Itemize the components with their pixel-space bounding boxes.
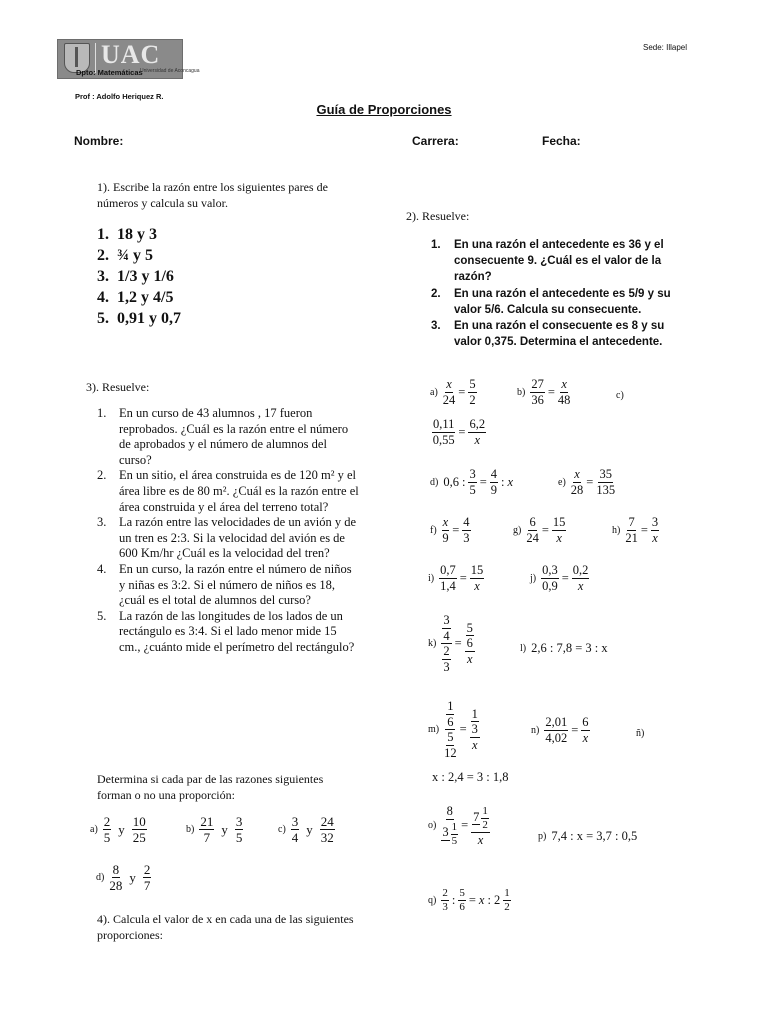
q2-prompt: 2). Resuelve: [406,209,470,223]
exercise-n: n) $\frac{2,01}{4,02}$ = $\frac{6}{x}$ [531,715,589,745]
q3-list [97,406,359,656]
exercise-o: o) 8 3 1 5 = 7 1 2 x [428,804,488,847]
exercise-i: i) $\frac{0,7}{1,4}$ = $\frac{15}{x}$ [428,563,484,593]
q3-prompt: 3). Resuelve: [86,380,150,394]
q1-prompt: 1). Escribe la razón entre los siguientes pares de números y calcula su valor. [97,180,328,210]
fecha-label: Fecha: [542,134,581,148]
exercise-enie-label: ñ) [636,728,645,739]
list-item: 3. 1/3 y 1/6 [97,268,174,285]
determina-a: a) 2 5 y 10 25 [90,814,146,845]
exercise-c: $\frac{0,11}{0,55}$ = $\frac{6,2}{x}$ [432,417,486,447]
list-item: 5. 0,91 y 0,7 [97,310,181,327]
list-item: 5. La razón de las longitudes de los lados de un rectángulo es 3:4. Si el lado menor mide 15 cm., ¿cuánto mide el perímetro del rectángulo? [97,608,355,654]
list-item: 1. En un curso de 43 alumnos , 17 fueron reprobados. ¿Cuál es la razón entre el número de aprobados y el número de alumnos del curso? [97,406,349,467]
page-title: Guía de Proporciones [316,102,452,117]
exercise-j: j) $\frac{0,3}{0,9}$ = $\frac{0,2}{x}$ [530,563,589,593]
list-item: 2. En un sitio, el área construida es de 120 m² y el área libre es de 80 m². ¿Cuál es la razón entre el área construida y el área del terreno total? [97,468,359,514]
nombre-label: Nombre: [74,134,124,148]
exercise-g: g) $\frac{6}{24}$ = $\frac{15}{x}$ [513,515,566,545]
q2-list [431,237,693,350]
determina-prompt: Determina si cada par de las razones siguientes forman o no una proporción: [97,772,324,802]
exercise-b: b) $\frac{27}{36}$ = $\frac{x}{48}$ [517,377,571,407]
exercise-e: e) $\frac{x}{28}$ = $\frac{35}{135}$ [558,467,616,497]
list-item: 4. 1,2 y 4/5 [97,289,174,306]
professor: Prof : Adolfo Heriquez R. [75,92,164,101]
carrera-label: Carrera: [412,134,459,148]
q4-prompt: 4). Calcula el valor de x en cada una de las siguientes proporciones: [97,912,354,942]
exercise-q: q) 2 3 : $\frac{5}{6}$ = x : 2 1 2 [428,887,510,913]
exercise-l: l) 2,6 : 7,8 = 3 : x [520,641,608,655]
sede: Sede: Illapel [643,43,688,52]
logo-text: UAC [101,40,161,69]
q1-list [97,226,181,331]
determina-d: d) 8 28 y 2 7 [96,862,151,893]
list-item: 2. En una razón el antecedente es 5/9 y su valor 5/6. Calcula su consecuente. [431,287,671,316]
list-item: 2. ¾ y 5 [97,247,153,264]
exercise-a: a) $\frac{x}{24}$ = $\frac{5}{2}$ [430,377,476,407]
list-item: 3. En una razón el consecuente es 8 y su valor 0,375. Determina el antecedente. [431,320,665,349]
logo-subtitle: Universidad de Aconcagua [140,68,200,74]
exercise-p: p) 7,4 : x = 3,7 : 0,5 [538,829,638,843]
exercise-h: h) $\frac{7}{21}$ = $\frac{3}{x}$ [612,515,659,545]
list-item: 3. La razón entre las velocidades de un avión y de un tren es 2:3. Si la velocidad del avión es de 600 Km/hr ¿Cuál es la velocidad del tren? [97,515,357,561]
list-item: 1. En una razón el antecedente es 36 y el consecuente 9. ¿Cuál es el valor de la razón? [431,239,664,284]
determina-b: b) 21 7 y 3 5 [186,814,243,845]
exercise-d: d) 0,6 : $\frac{3}{5}$ = $\frac{4}{9}$ : x [430,467,514,497]
list-item: 1. 18 y 3 [97,226,157,243]
exercise-f: f) $\frac{x}{9}$ = $\frac{4}{3}$ [430,515,470,545]
exercise-enie: x : 2,4 = 3 : 1,8 [432,770,509,784]
exercise-k: k) 3 4 2 3 = 5 6 x [428,613,473,674]
list-item: 4. En un curso, la razón entre el número de niños y niñas es 3:2. Si el número de niños es 18, ¿cuál es el total de alumnos del curso? [97,561,352,608]
exercise-c-label: c) [616,390,624,401]
determina-c: c) 3 4 y 24 32 [278,814,334,845]
department: Dpto: Matemáticas [76,68,143,77]
exercise-m: m) 1 6 5 12 = 1 3 x [428,699,478,760]
